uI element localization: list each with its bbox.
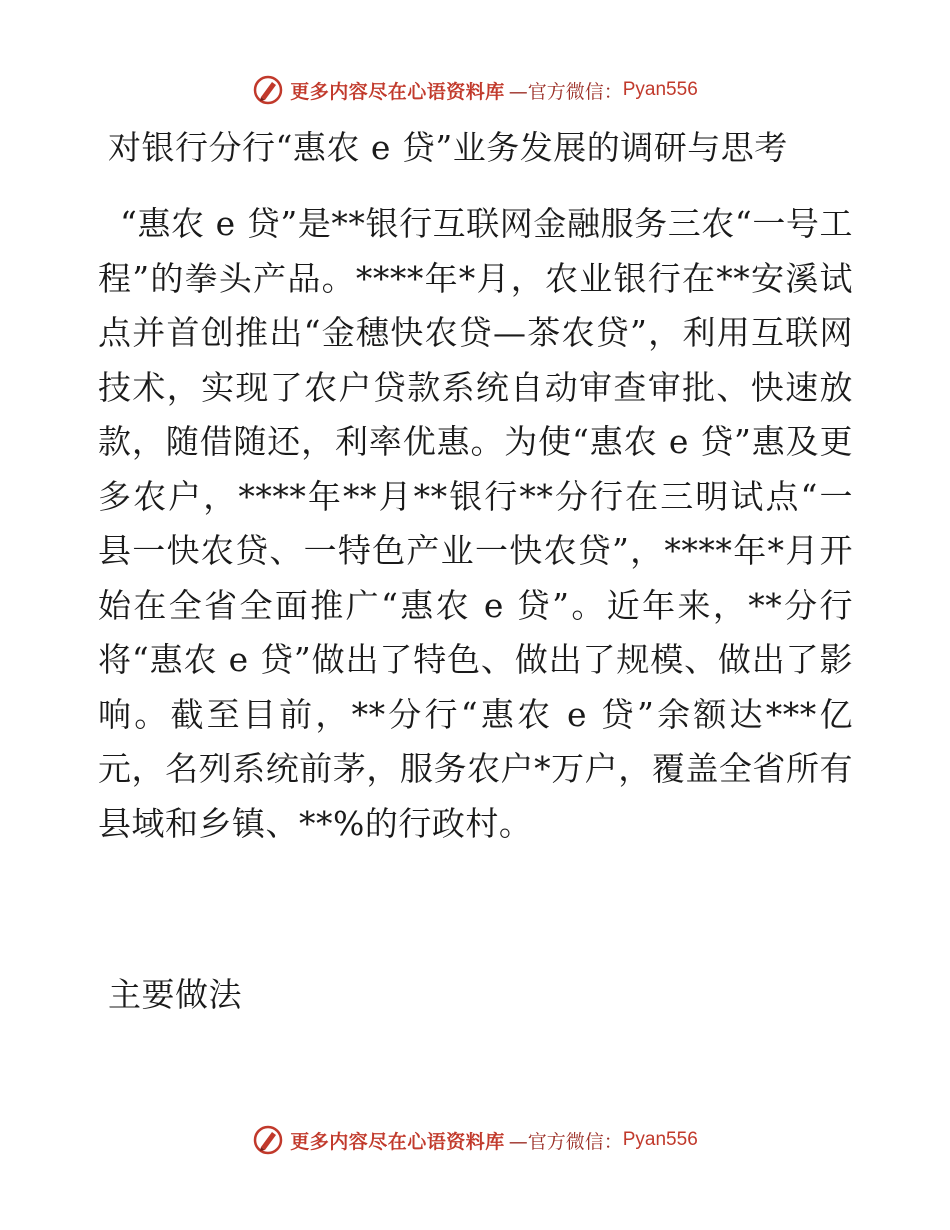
banner-contact-label: —官方微信： bbox=[508, 80, 623, 103]
banner-wechat-id: Pyan556 bbox=[622, 1129, 698, 1150]
body-paragraph: “惠农 e 贷”是**银行互联网金融服务三农“一号工程”的拳头产品。****年*月，农业银行在**安溪试点并首创推出“金穗快农贷—茶农贷”，利用互联网技术，实现了农户贷款系统自动审查审批、快速放款，随借随还，利率优惠。为使“惠农 e 贷”惠及更多农户，****年**月**银行**分行在三明试点“一县一快农贷、一特色产业一快农贷”，****年*月开始在全省全面推广“惠农 e 贷”。近年来，**分行将“惠农 e 贷”做出了特色、做出了规模、做出了影响。截至目前，**分行“惠农 e 贷”余额达***亿元，名列系统前茅，服务农户*万户，覆盖全省所有县域和乡镇、**%的行政村。 bbox=[98, 204, 854, 843]
header-banner bbox=[0, 70, 950, 110]
banner-text: 更多内容尽在心语资料库 bbox=[290, 1130, 505, 1153]
footer-banner bbox=[0, 1120, 950, 1160]
document-title: 对银行分行“惠农 e 贷”业务发展的调研与思考 bbox=[108, 128, 788, 167]
banner-contact-label: —官方微信： bbox=[508, 1130, 623, 1153]
banner-text: 更多内容尽在心语资料库 bbox=[290, 80, 505, 103]
pen-circle-logo-icon bbox=[252, 74, 284, 106]
section-heading: 主要做法 bbox=[108, 975, 242, 1014]
banner-wechat-id: Pyan556 bbox=[622, 79, 698, 100]
pen-circle-logo-icon bbox=[252, 1124, 284, 1156]
